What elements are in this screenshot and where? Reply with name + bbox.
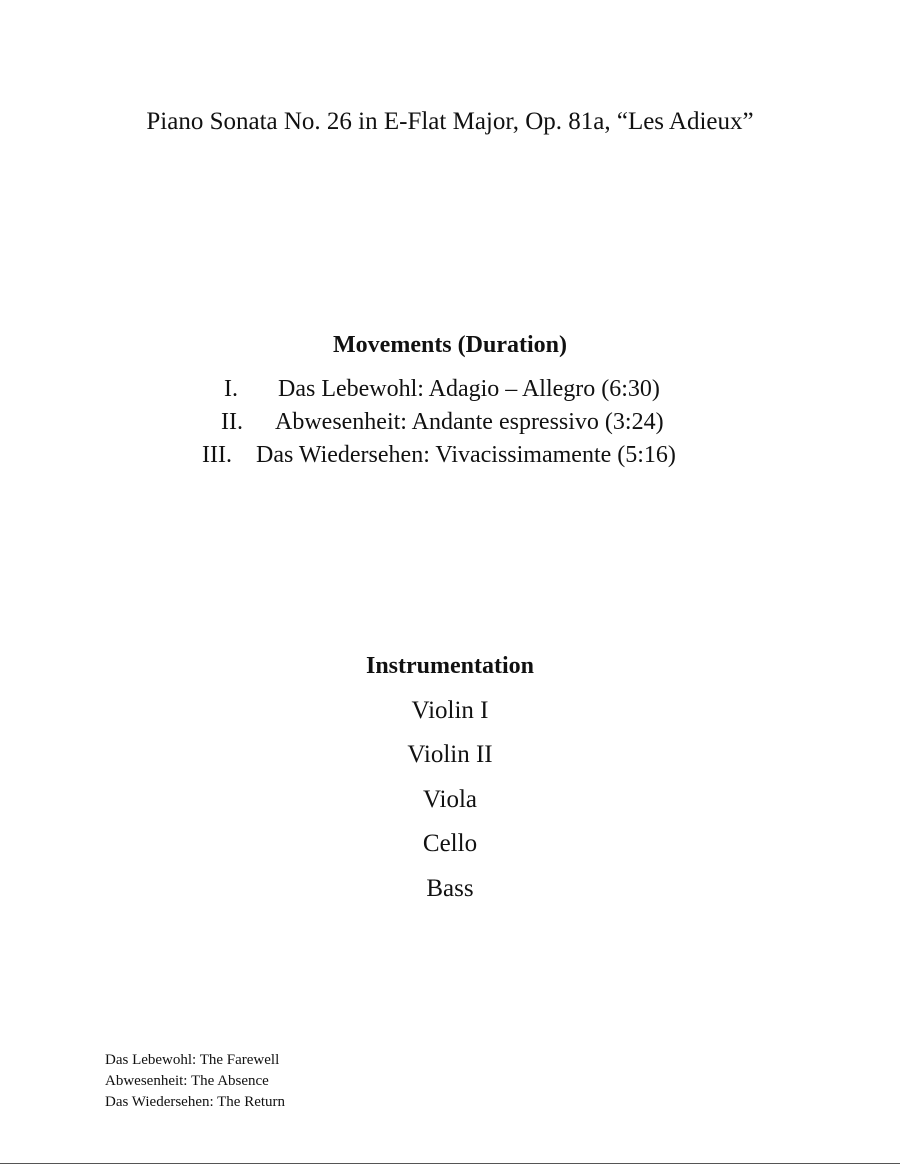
instrument-item: Violin II bbox=[407, 741, 493, 768]
movement-text: Das Wiedersehen: Vivacissimamente (5:16) bbox=[256, 442, 676, 468]
movement-text: Abwesenheit: Andante espressivo (3:24) bbox=[275, 409, 664, 435]
movement-number: III. bbox=[202, 442, 232, 468]
footnote: Das Wiedersehen: The Return bbox=[105, 1094, 286, 1110]
footnotes bbox=[105, 1050, 285, 1113]
movements-heading: Movements (Duration) bbox=[333, 332, 567, 358]
movement-item bbox=[202, 439, 676, 471]
footnote: Abwesenheit: The Absence bbox=[105, 1073, 269, 1089]
instrument-item: Violin I bbox=[411, 697, 489, 724]
instrument-item: Cello bbox=[422, 830, 478, 857]
movement-item bbox=[224, 373, 660, 405]
document-title: Piano Sonata No. 26 in E-Flat Major, Op. 81a, “Les Adieux” bbox=[146, 108, 754, 135]
movement-item bbox=[221, 406, 664, 438]
movement-text: Das Lebewohl: Adagio – Allegro (6:30) bbox=[278, 376, 660, 402]
instrumentation-heading: Instrumentation bbox=[365, 653, 534, 679]
movement-number: II. bbox=[221, 409, 243, 435]
instrument-item: Bass bbox=[426, 875, 474, 902]
footnote: Das Lebewohl: The Farewell bbox=[105, 1052, 280, 1068]
movement-number: I. bbox=[224, 376, 238, 402]
instrument-item: Viola bbox=[422, 786, 478, 813]
